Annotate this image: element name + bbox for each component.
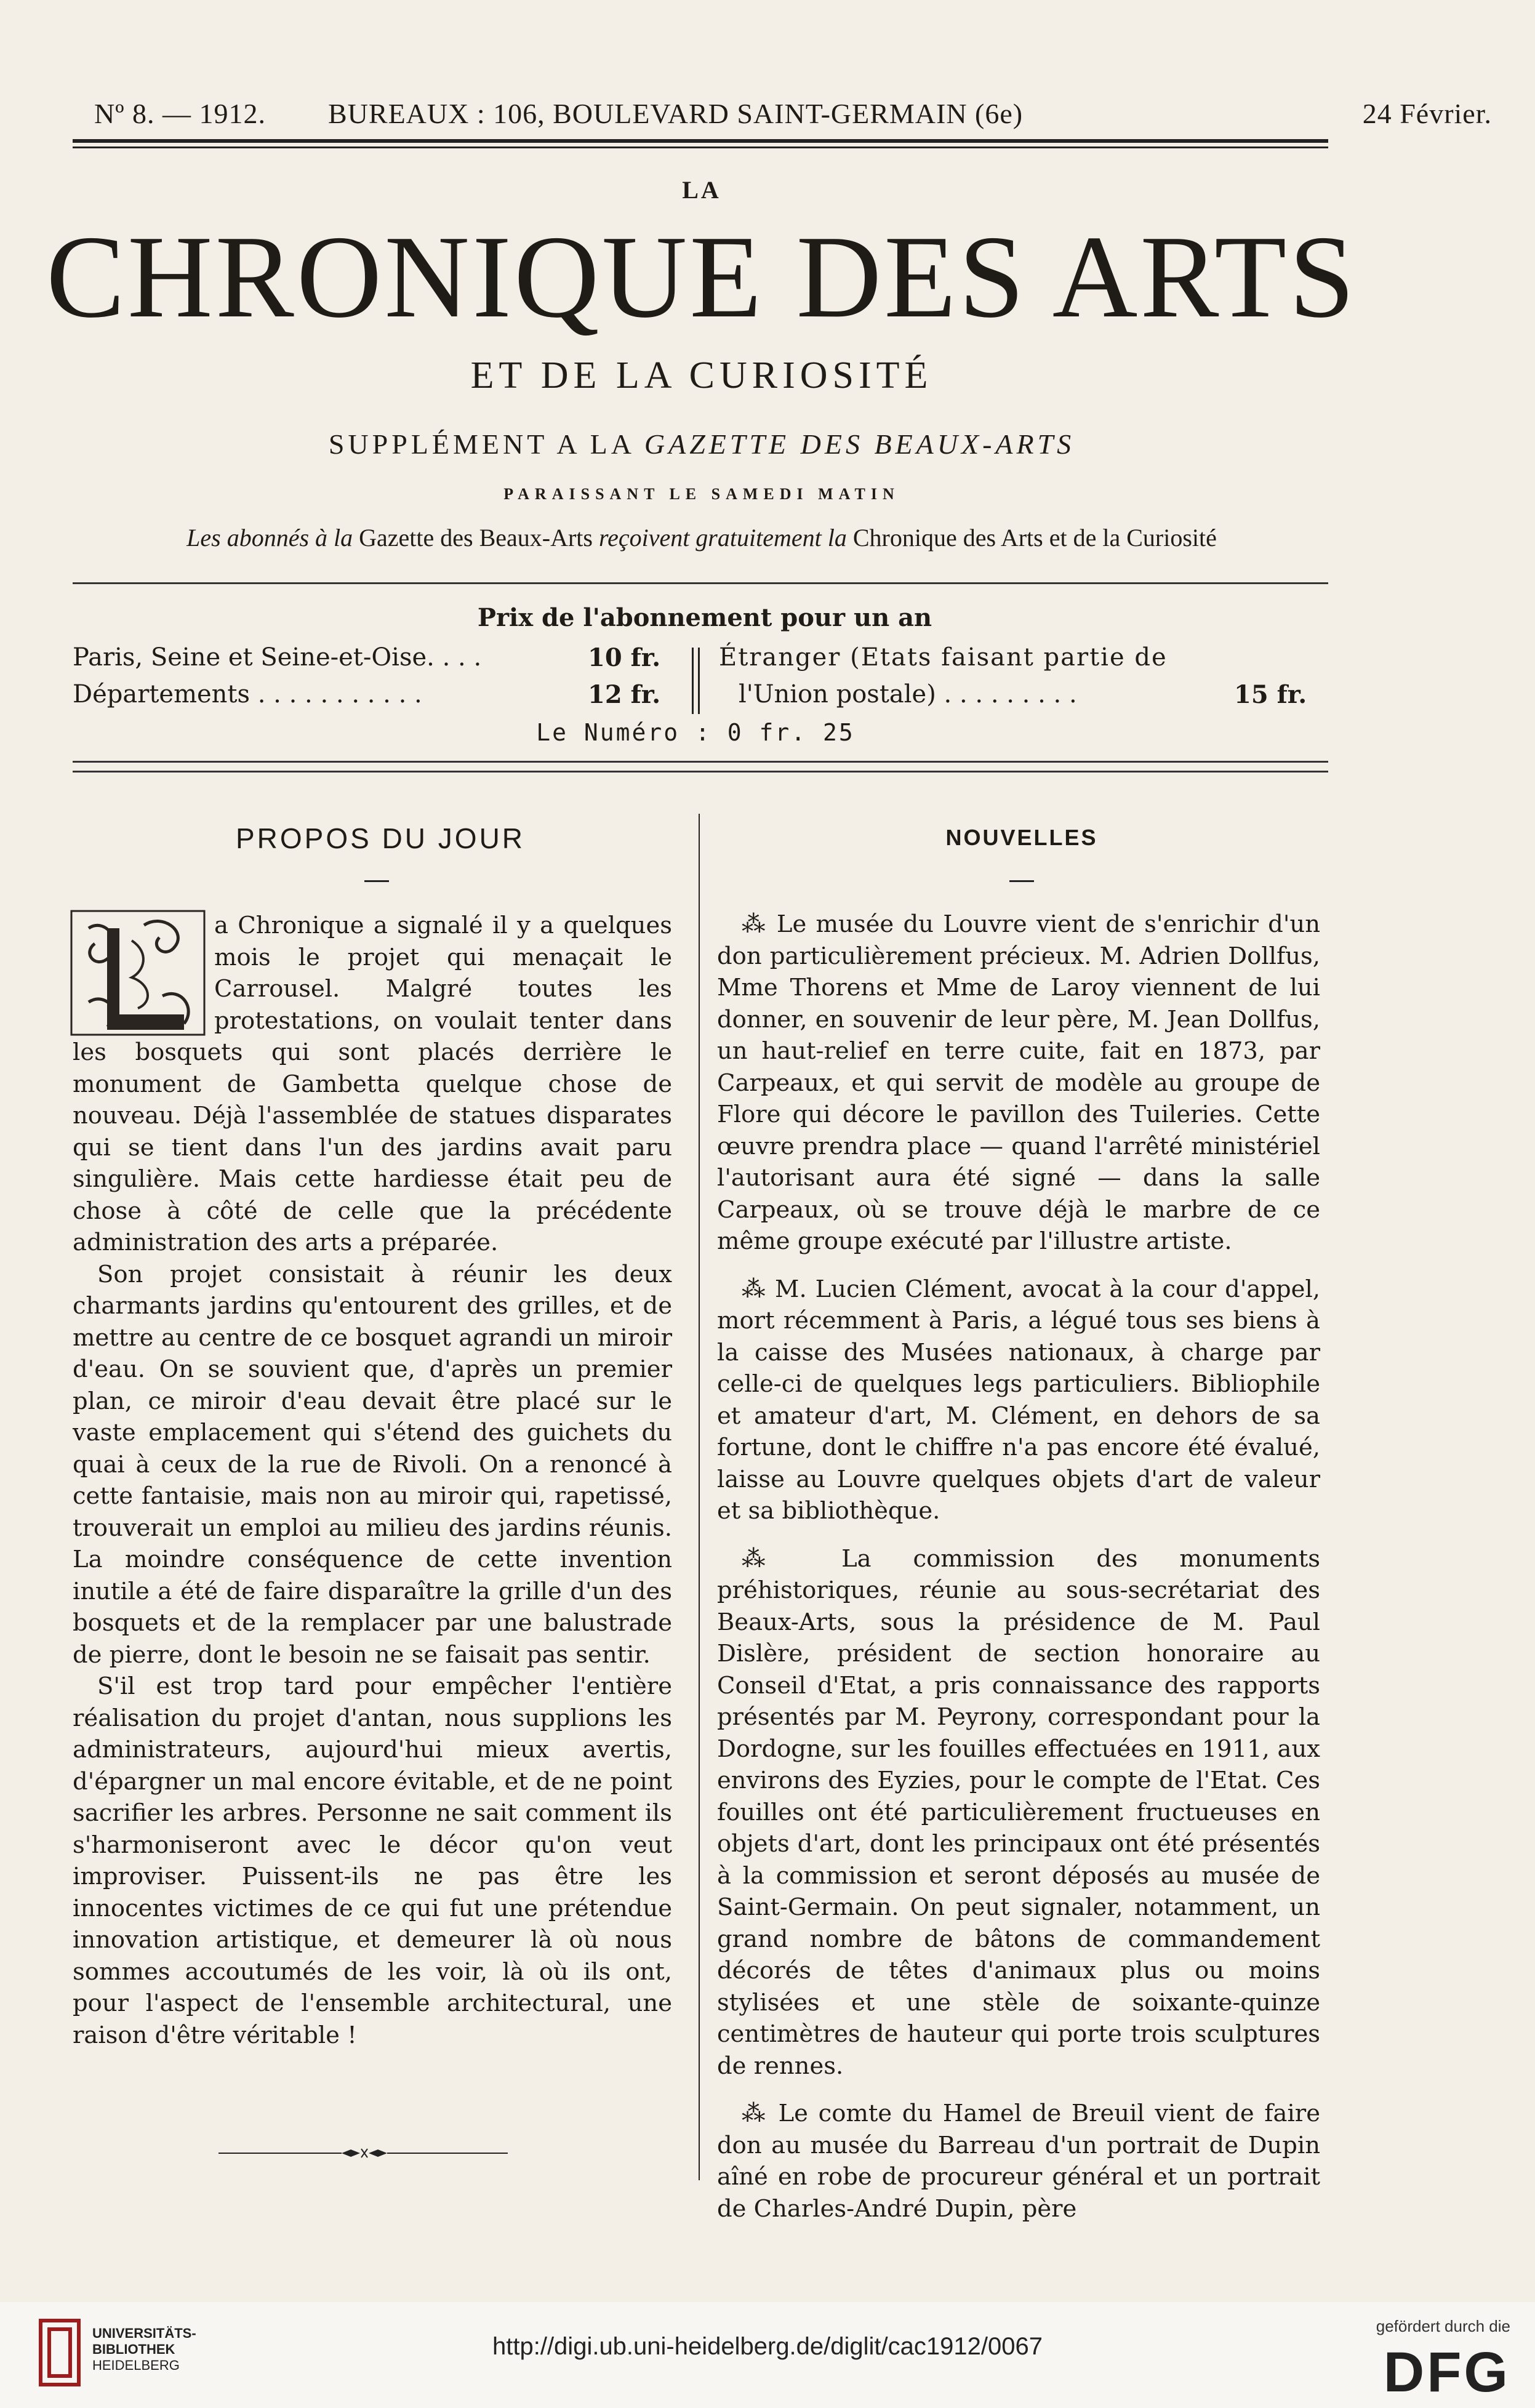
pricing-divider-2 — [698, 648, 700, 714]
price-paris-label: Paris, Seine et Seine-et-Oise. . . . — [73, 643, 482, 672]
propos-paragraph-1 — [73, 910, 672, 1259]
decorated-initial-l — [70, 910, 206, 1036]
funding-note: gefördert durch die — [1376, 2317, 1510, 2335]
propos-heading: PROPOS DU JOUR — [235, 822, 526, 854]
journal-subtitle: ET DE LA CURIOSITÉ — [470, 355, 933, 396]
masthead-topline — [73, 92, 1492, 135]
journal-title: CHRONIQUE DES ARTS — [46, 211, 1357, 342]
propos-article — [73, 910, 672, 2051]
nouvelles-heading: NOUVELLES — [945, 825, 1098, 850]
pricing-rule-bottom-1 — [73, 761, 1328, 763]
price-etranger-label-1: Étranger (Etats faisant partie de — [719, 643, 1168, 672]
issue-number: Nº 8. — 1912. — [94, 98, 266, 129]
subscribers-note-b: Gazette des Beaux-Arts — [359, 524, 593, 552]
column-divider — [699, 814, 700, 2180]
propos-paragraph-1-text: a Chronique a signalé il y a quelques mois le projet qui menaçait le Carrousel. Malgré toutes les protestations, on voulait tenter dans les bosquets qui sont placés derrière le monument de Gambetta quelque chose de nouveau. Déjà l'assemblée de statues disparates qui se tient dans l'un des jardins avait paru singulière. Mais cette hardiesse était peu de chose à côté de celle que la précédente administration des arts a préparée. — [73, 912, 672, 1256]
news-item-louvre-don: ⁂ Le musée du Louvre vient de s'enrichir d'un don particulièrement précieux. M. Adrien Dollfus, Mme Thorens et Mme de Laroy viennent de lui donner, en souvenir de leur père, M. Jean Dollfus, un haut-relief en terre cuite, fait en 1873, par Carpeaux, et qui servit de modèle au groupe de Flore qui décore le pavillon des Tuileries. Cette œuvre prendra place — quand l'arrêté ministériel l'autorisant aura été signé — dans la salle Carpeaux, où se trouve déjà le marbre de ce même groupe exécuté par l'illustre artiste. — [717, 910, 1320, 1255]
title-article: LA — [682, 176, 721, 204]
pricing-rule-top — [73, 582, 1328, 584]
publication-schedule: PARAISSANT LE SAMEDI MATIN — [503, 485, 900, 503]
news-item-monuments-prehistoriques: ⁂ La commission des monuments préhistoriques, réunie au sous-secrétariat des Beaux-Arts, sous la présidence de M. Paul Dislère, président de section honoraire au Conseil d'Etat, a pris connaissance des rapports présentés par M. Peyrony, correspondant pour la Dordogne, sur les fouilles effectuées en 1911, aux environs des Eyzies, pour le compte de l'Etat. Ces fouilles ont été particulièrement fructueuses en objets d'art, dont les principaux ont été présentés à la commission et seront déposés au musée de Saint-Germain. On peut signaler, notamment, un grand nombre de bâtons de commandement décorés de têtes d'animaux plus ou moins stylisées et une stèle de soixante-quinze centimètres de hauteur qui porte trois sculptures de rennes. — [717, 1544, 1320, 2080]
subscribers-note — [74, 523, 1329, 552]
subscribers-note-d: Chronique des Arts et de la Curiosité — [852, 524, 1217, 552]
price-departements: 12 fr. — [588, 680, 661, 709]
propos-paragraph-2: Son projet consistait à réunir les deux charmants jardins qu'entourent des grilles, et de mettre au centre de ce bosquet agrandi un miroir d'eau. On se souvient que, d'après un premier plan, ce miroir d'eau devait être placé sur le vaste emplacement qui s'étend des guichets du quai à ceux de la rue de Rivoli. On a renoncé à cette fantaisie, mais non au miroir qui, rapetissé, trouverait un emploi au milieu des jardins réunis. La moindre conséquence de cette invention inutile a été de faire disparaître la grille d'un des bosquets et de la remplacer par une balustrade de pierre, dont le besoin ne se faisait pas sentir. — [73, 1260, 672, 1669]
nouvelles-article — [717, 909, 1320, 2225]
supplement-line — [0, 428, 1403, 460]
dfg-logo: DFG — [1383, 2341, 1510, 2404]
subscribers-note-c: reçoivent gratuitement la — [598, 524, 847, 552]
masthead-rule-top-2 — [73, 146, 1328, 148]
pricing-divider-1 — [692, 648, 694, 714]
digitization-footer — [0, 2302, 1535, 2408]
price-etranger-label-2: l'Union postale) . . . . . . . . . — [739, 680, 1077, 708]
price-etranger: 15 fr. — [1234, 680, 1307, 709]
news-item-musee-barreau: ⁂ Le comte du Hamel de Breuil vient de faire don au musée du Barreau d'un portrait de Dupin aîné en robe de procureur général et un portrait de Charles-André Dupin, père — [717, 2100, 1320, 2223]
source-url[interactable]: http://digi.ub.uni-heidelberg.de/diglit/cac1912/0067 — [492, 2333, 1043, 2360]
supplement-journal: GAZETTE DES BEAUX-ARTS — [644, 428, 1075, 460]
subscribers-note-a: Les abonnés à la — [186, 524, 353, 552]
library-name-line-1: UNIVERSITÄTS- — [92, 2326, 196, 2341]
single-issue-price: Le Numéro : 0 fr. 25 — [536, 719, 855, 746]
library-name-line-2: BIBLIOTHEK — [92, 2342, 175, 2357]
price-departements-label: Départements . . . . . . . . . . . — [73, 680, 422, 708]
propos-heading-dash — [364, 880, 389, 882]
pricing-rule-bottom-2 — [73, 771, 1328, 773]
end-ornament — [218, 2147, 508, 2162]
news-item-clement-legs: ⁂ M. Lucien Clément, avocat à la cour d'appel, mort récemment à Paris, a légué tous ses biens à la caisse des Musées nationaux, à charge par celle-ci de quelques legs particuliers. Bibliophile et amateur d'art, M. Clément, en dehors de sa fortune, dont le chiffre n'a pas encore été évalué, laisse au Louvre quelques objets d'art de valeur et sa bibliothèque. — [717, 1275, 1320, 1525]
issue-date: 24 Février. — [1362, 98, 1492, 129]
price-paris: 10 fr. — [588, 643, 661, 672]
pricing-title: Prix de l'abonnement pour un an — [477, 603, 932, 632]
office-address: BUREAUX : 106, BOULEVARD SAINT-GERMAIN (6e) — [328, 98, 1024, 129]
supplement-prefix: SUPPLÉMENT A LA — [328, 428, 634, 460]
library-name-line-3: HEIDELBERG — [92, 2358, 180, 2373]
propos-paragraph-3: S'il est trop tard pour empêcher l'entière réalisation du projet d'antan, nous supplions les administrateurs, aujourd'hui mieux avertis, d'épargner un mal encore évitable, et de ne point sacrifier les arbres. Personne ne sait comment ils s'harmoniseront avec le décor qu'on veut improviser. Puissent-ils ne pas être les innocentes victimes de ce qui fut une prétendue innovation artistique, et demeurer là où nous sommes accoutumés de les voir, là où ils ont, pour l'aspect de l'ensemble architectural, une raison d'être véritable ! — [73, 1672, 672, 2049]
masthead-rule-top — [73, 139, 1328, 143]
nouvelles-heading-dash — [1009, 880, 1034, 882]
